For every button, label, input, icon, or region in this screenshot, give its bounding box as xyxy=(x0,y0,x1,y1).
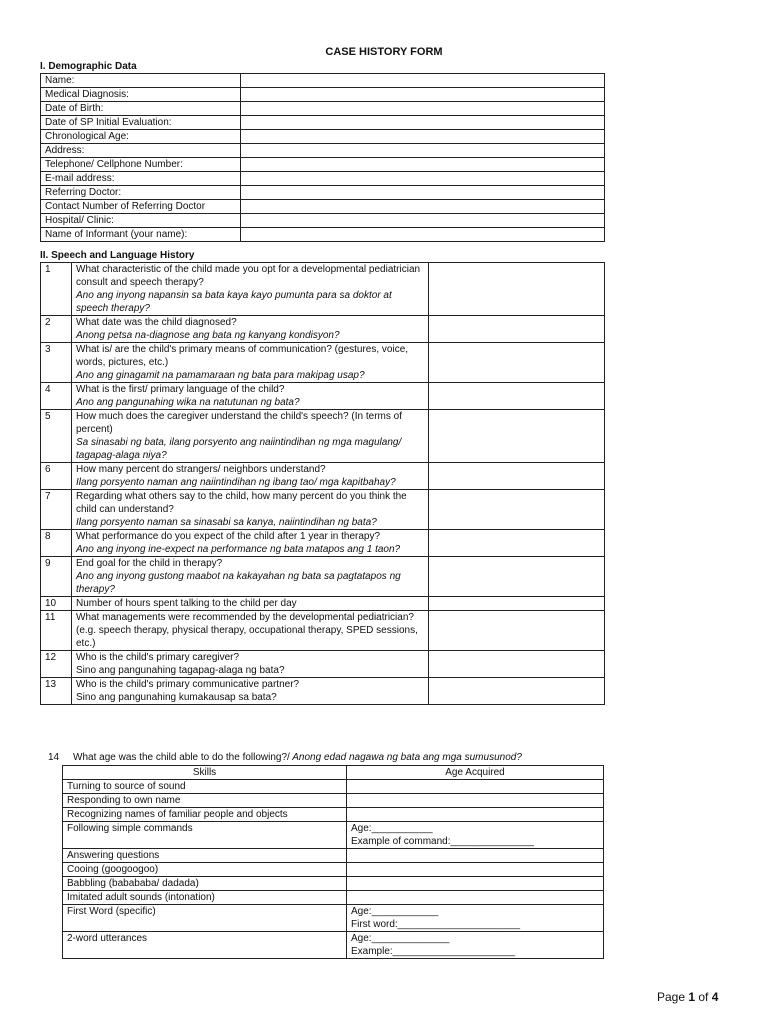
demographic-row xyxy=(41,200,605,214)
skills-header-row xyxy=(63,766,604,780)
skill-name: Recognizing names of familiar people and objects xyxy=(63,808,347,822)
question-text xyxy=(72,463,429,490)
age-acquired-field[interactable] xyxy=(347,877,604,891)
answer-field[interactable] xyxy=(429,383,605,410)
demographic-row xyxy=(41,186,605,200)
question-english: What performance do you expect of the child after 1 year in therapy? xyxy=(76,531,381,542)
age-acquired-prompt: Age:___________ xyxy=(351,823,433,834)
answer-field[interactable] xyxy=(429,463,605,490)
answer-field[interactable] xyxy=(429,597,605,611)
question-14-text: What age was the child able to do the following?/ xyxy=(73,752,290,763)
skill-row xyxy=(63,849,604,863)
question-text xyxy=(72,383,429,410)
skill-name: 2-word utterances xyxy=(63,932,347,959)
answer-field[interactable] xyxy=(429,557,605,597)
demographic-row xyxy=(41,74,605,88)
age-acquired-field[interactable] xyxy=(347,849,604,863)
question-14-tagalog: Anong edad nagawa ng bata ang mga sumusunod? xyxy=(289,752,522,763)
demographic-row xyxy=(41,88,605,102)
question-text xyxy=(72,316,429,343)
skill-row xyxy=(63,822,604,849)
skill-row xyxy=(63,932,604,959)
skill-name: Following simple commands xyxy=(63,822,347,849)
question-14 xyxy=(48,752,522,763)
question-english: End goal for the child in therapy? xyxy=(76,558,223,569)
demographic-field-label: Date of SP Initial Evaluation: xyxy=(41,116,241,130)
question-row xyxy=(41,678,605,705)
age-acquired-prompt: Age:______________ xyxy=(351,933,450,944)
skills-table xyxy=(62,765,604,959)
question-row xyxy=(41,410,605,463)
demographic-row xyxy=(41,158,605,172)
demographic-answer-field[interactable] xyxy=(241,228,605,242)
question-text xyxy=(72,557,429,597)
question-row xyxy=(41,557,605,597)
question-english: Sino ang pangunahing kumakausap sa bata? xyxy=(76,692,277,703)
demographic-field-label: Referring Doctor: xyxy=(41,186,241,200)
question-english: Who is the child's primary communicative partner? xyxy=(76,679,300,690)
total-pages: 4 xyxy=(711,990,719,1004)
answer-field[interactable] xyxy=(429,263,605,316)
demographic-answer-field[interactable] xyxy=(241,102,605,116)
question-tagalog: Ano ang pangunahing wika na natutunan ng bata? xyxy=(76,397,300,408)
question-text xyxy=(72,490,429,530)
question-14-number: 14 xyxy=(48,752,60,763)
question-english: What date was the child diagnosed? xyxy=(76,317,237,328)
demographic-field-label: Contact Number of Referring Doctor xyxy=(41,200,241,214)
question-tagalog: Ano ang inyong napansin sa bata kaya kayo pumunta para sa doktor at speech therapy? xyxy=(76,290,392,314)
question-text xyxy=(72,530,429,557)
question-tagalog: Sa sinasabi ng bata, ilang porsyento ang naiintindihan ng mga magulang/ tagapag-alaga niya? xyxy=(76,437,402,461)
age-acquired-column-header: Age Acquired xyxy=(347,766,604,780)
skill-name: Turning to source of sound xyxy=(63,780,347,794)
question-row xyxy=(41,651,605,678)
demographic-answer-field[interactable] xyxy=(241,144,605,158)
age-acquired-field[interactable] xyxy=(347,822,604,849)
question-english: What is/ are the child's primary means of communication? (gestures, voice, words, pictures, etc.) xyxy=(76,344,409,368)
demographic-answer-field[interactable] xyxy=(241,214,605,228)
section-speech-heading: II. Speech and Language History xyxy=(40,250,195,261)
question-number: 6 xyxy=(41,463,72,490)
question-number: 2 xyxy=(41,316,72,343)
age-acquired-prompt: First word:______________________ xyxy=(351,919,521,930)
answer-field[interactable] xyxy=(429,611,605,651)
question-row xyxy=(41,383,605,410)
question-number: 11 xyxy=(41,611,72,651)
question-row xyxy=(41,316,605,343)
question-number: 9 xyxy=(41,557,72,597)
demographic-field-label: Name of Informant (your name): xyxy=(41,228,241,242)
question-row xyxy=(41,597,605,611)
demographic-answer-field[interactable] xyxy=(241,88,605,102)
question-english: Number of hours spent talking to the child per day xyxy=(76,598,297,609)
question-row xyxy=(41,530,605,557)
question-english: How many percent do strangers/ neighbors understand? xyxy=(76,464,326,475)
answer-field[interactable] xyxy=(429,678,605,705)
age-acquired-field[interactable] xyxy=(347,891,604,905)
question-row xyxy=(41,611,605,651)
skill-name: Imitated adult sounds (intonation) xyxy=(63,891,347,905)
demographic-field-label: Name: xyxy=(41,74,241,88)
demographic-row xyxy=(41,144,605,158)
skill-name: Cooing (googoogoo) xyxy=(63,863,347,877)
demographic-answer-field[interactable] xyxy=(241,74,605,88)
skill-row xyxy=(63,808,604,822)
demographic-row xyxy=(41,102,605,116)
skill-name: Answering questions xyxy=(63,849,347,863)
question-number: 8 xyxy=(41,530,72,557)
page-number: Page 1 of 4 xyxy=(657,990,719,1004)
question-text xyxy=(72,651,429,678)
skill-row xyxy=(63,863,604,877)
demographic-field-label: E-mail address: xyxy=(41,172,241,186)
age-acquired-prompt: Example:______________________ xyxy=(351,946,516,957)
age-acquired-field[interactable] xyxy=(347,905,604,932)
age-acquired-field[interactable] xyxy=(347,808,604,822)
demographic-row xyxy=(41,214,605,228)
question-number: 5 xyxy=(41,410,72,463)
speech-history-table xyxy=(40,262,605,705)
question-row xyxy=(41,463,605,490)
age-acquired-field[interactable] xyxy=(347,780,604,794)
question-english: Sino ang pangunahing tagapag-alaga ng bata? xyxy=(76,665,285,676)
form-title: CASE HISTORY FORM xyxy=(325,46,443,58)
question-tagalog: Ano ang inyong ine-expect na performance ng bata matapos ang 1 taon? xyxy=(76,544,401,555)
question-number: 10 xyxy=(41,597,72,611)
demographic-answer-field[interactable] xyxy=(241,200,605,214)
answer-field[interactable] xyxy=(429,410,605,463)
demographic-field-label: Address: xyxy=(41,144,241,158)
demographic-row xyxy=(41,228,605,242)
question-text xyxy=(72,611,429,651)
question-row xyxy=(41,490,605,530)
answer-field[interactable] xyxy=(429,490,605,530)
question-number: 3 xyxy=(41,343,72,383)
question-tagalog: Anong petsa na-diagnose ang bata ng kanyang kondisyon? xyxy=(76,330,340,341)
question-number: 12 xyxy=(41,651,72,678)
question-english: What is the first/ primary language of the child? xyxy=(76,384,285,395)
skill-row xyxy=(63,780,604,794)
demographic-answer-field[interactable] xyxy=(241,116,605,130)
question-english: What characteristic of the child made you opt for a developmental pediatrician consult and speech therapy? xyxy=(76,264,421,288)
skill-name: Babbling (babababa/ dadada) xyxy=(63,877,347,891)
demographic-answer-field[interactable] xyxy=(241,172,605,186)
question-english: What managements were recommended by the developmental pediatrician? (e.g. speech therapy, physical therapy, occupational therapy, SPED sessions, etc.) xyxy=(76,612,418,649)
skill-name: Responding to own name xyxy=(63,794,347,808)
current-page: 1 xyxy=(688,990,696,1004)
demographic-row xyxy=(41,172,605,186)
question-tagalog: Ilang porsyento naman ang naiintindihan ng ibang tao/ mga kapitbahay? xyxy=(76,477,396,488)
question-row xyxy=(41,343,605,383)
question-text xyxy=(72,410,429,463)
question-english: Regarding what others say to the child, how many percent do you think the child can understand? xyxy=(76,491,407,515)
demographic-answer-field[interactable] xyxy=(241,186,605,200)
skill-row xyxy=(63,905,604,932)
skills-column-header: Skills xyxy=(63,766,347,780)
demographic-field-label: Hospital/ Clinic: xyxy=(41,214,241,228)
section-demographic-heading: I. Demographic Data xyxy=(40,61,137,72)
answer-field[interactable] xyxy=(429,316,605,343)
demographic-field-label: Medical Diagnosis: xyxy=(41,88,241,102)
answer-field[interactable] xyxy=(429,651,605,678)
age-acquired-prompt: Example of command:_______________ xyxy=(351,836,534,847)
age-acquired-field[interactable] xyxy=(347,863,604,877)
age-acquired-prompt: Age:____________ xyxy=(351,906,439,917)
question-tagalog: Ano ang inyong gustong maabot na kakayahan ng bata sa pagtatapos ng therapy? xyxy=(76,571,401,595)
question-row xyxy=(41,263,605,316)
age-acquired-field[interactable] xyxy=(347,794,604,808)
question-text xyxy=(72,597,429,611)
answer-field[interactable] xyxy=(429,343,605,383)
question-english: Who is the child's primary caregiver? xyxy=(76,652,240,663)
age-acquired-field[interactable] xyxy=(347,932,604,959)
answer-field[interactable] xyxy=(429,530,605,557)
question-number: 13 xyxy=(41,678,72,705)
skill-row xyxy=(63,877,604,891)
skill-name: First Word (specific) xyxy=(63,905,347,932)
question-text xyxy=(72,343,429,383)
question-number: 1 xyxy=(41,263,72,316)
question-number: 7 xyxy=(41,490,72,530)
demographic-answer-field[interactable] xyxy=(241,130,605,144)
skill-row xyxy=(63,891,604,905)
question-tagalog: Ilang porsyento naman sa sinasabi sa kanya, naiintindihan ng bata? xyxy=(76,517,377,528)
demographic-field-label: Telephone/ Cellphone Number: xyxy=(41,158,241,172)
demographic-field-label: Date of Birth: xyxy=(41,102,241,116)
demographic-answer-field[interactable] xyxy=(241,158,605,172)
demographic-field-label: Chronological Age: xyxy=(41,130,241,144)
demographic-row xyxy=(41,130,605,144)
demographic-row xyxy=(41,116,605,130)
skill-row xyxy=(63,794,604,808)
question-text xyxy=(72,263,429,316)
question-tagalog: Ano ang ginagamit na pamamaraan ng bata para makipag usap? xyxy=(76,370,365,381)
question-number: 4 xyxy=(41,383,72,410)
question-text xyxy=(72,678,429,705)
demographic-table xyxy=(40,73,605,242)
question-english: How much does the caregiver understand the child's speech? (In terms of percent) xyxy=(76,411,402,435)
